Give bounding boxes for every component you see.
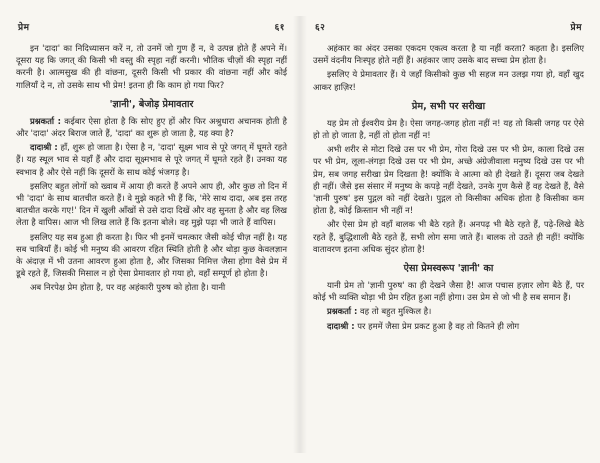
paragraph-text: अहंकार का अंदर उसका एकदम एकत्व करता है या नहीं करता? कहता है। इसलिए उसमें वंदनीय निःस्पृह होते नहीं हैं। अहंकार जाए उसके बाद सच्चा प्रेम होता है। xyxy=(313,43,584,66)
paragraph-text: और ऐसा प्रेम हो वहाँ बालक भी बैठे रहते हैं। अनपढ़ भी बैठे रहते हैं, पढ़े-लिखे बैठे रहते हैं, बुद्धिशाली बैठे रहते हैं, सभी लोग समा जाते हैं। बालक तो उठते ही नहीं! क्योंकि वातावरण इतना अधिक सुंदर होता है! xyxy=(313,219,584,254)
paragraph-text: कईबार ऐसा होता है कि सोए हुए हों और फिर अश्रुधारा अचानक होती है और 'दादा' अंदर बिराज जाते हैं, 'दादा' का शुरू हो जाता है, यह क्या है? xyxy=(16,115,287,139)
paragraph-text: अब निरपेक्ष प्रेम होता है, पर वह अहंकारी पुरुष को होता है। यानी xyxy=(30,282,226,293)
paragraph xyxy=(16,231,287,280)
paragraph-text: यह प्रेम तो ईश्वरीय प्रेम है। ऐसा जगह-जगह होता नहीं न! यह तो किसी जगह पर ऐसे हो तो हो जाता है, नहीं तो होता नहीं न! xyxy=(313,117,584,141)
speaker-label: दादाश्री : xyxy=(30,142,58,153)
paragraph xyxy=(313,68,584,92)
paragraph-text: इसलिए ये प्रेमावतार हैं। ये जहाँ किसीको कुछ भी सहज मन उलझ गया हो, वहाँ खुद आकर हाज़िर! xyxy=(313,69,584,92)
page-number-right: ६२ xyxy=(315,23,326,33)
paragraph-text: इन 'दादा' का निदिध्यासन करें न, तो उनमें जो गुण हैं न, वे उत्पन्न होते हैं अपने में। दूसरा यह कि जगत् की किसी भी वस्तु की स्पृहा नहीं करनी। भौतिक चीज़ों की स्पृहा नहीं करनी है। आत्मसुख की ही वांछना, दूसरी किसी भी प्रकार की वांछना नहीं और कोई गालियाँ दे न, तो उसके साथ भी प्रेम! इतना ही कि काम हो गया फिर? xyxy=(16,43,287,90)
speaker-label: प्रश्नकर्ता : xyxy=(30,115,61,126)
paragraph-text: इसलिए यह सब हुआ ही करता है। फिर भी इनमें चमत्कार जैसी कोई चीज़ नहीं है। यह सब चाबियाँ हैं। कोई भी मनुष्य की आवरण रहित स्थिति होती है और थोड़ा कुछ केवलज्ञान के अंदाज़ में भी उतना आवरण हुआ होता है, और जिसका निमित्त जैसा होगा वैसे प्रेम में डूबे रहते हैं, जिसकी मिसाल न हो ऐसा प्रेमावतार हो गया हो, वहाँ सम्पूर्ण हो होता है। xyxy=(16,231,287,279)
paragraph xyxy=(16,281,287,293)
section-heading: प्रेम, सभी पर सरीखा xyxy=(411,100,486,112)
section-heading: ऐसा प्रेमस्वरूप 'ज्ञानी' का xyxy=(403,263,494,275)
paragraph-text: इसलिए बहुत लोगों को ख्वाब में आया ही करते हैं अपने आप ही, और कुछ तो दिन में भी 'दादा' के साथ बातचीत करते हैं। वे मुझे कहते भी हैं कि, 'मेरे साथ दादा, अब इस तरह बातचीत करके गए!' दिन में खुली आँखों से उसे दादा दिखें और वह सुनता है और वह लिख लेता है वापिस। आज भी लिख लाते हैं कि इतना बोले। वह मुझे पढ़ा भी जाते हैं वापिस। xyxy=(16,180,287,228)
paragraph xyxy=(313,143,584,216)
page-number-left: ६१ xyxy=(274,23,285,33)
section-heading: 'ज्ञानी', बेजोड़ प्रेमावतार xyxy=(109,98,194,110)
page-header-right xyxy=(313,20,584,33)
paragraph xyxy=(313,279,584,303)
paragraph-dialogue xyxy=(313,320,584,332)
page-left xyxy=(10,16,293,453)
running-title-right: प्रेम xyxy=(570,23,582,33)
paragraph-dialogue xyxy=(16,115,287,139)
paragraph-text: यानी प्रेम तो 'ज्ञानी पुरुष' का ही देखने जैसा है! आज पचास हज़ार लोग बैठे हैं, पर कोई भी व्यक्ति थोड़ा भी प्रेम रहित हुआ नहीं होगा। उस प्रेम से जो भी है सब समान हैं। xyxy=(313,280,584,303)
paragraph xyxy=(16,42,287,91)
page-right xyxy=(307,16,590,453)
paragraph-dialogue xyxy=(16,141,287,178)
paragraph-text: अभी शरीर से मोटा दिखे उस पर भी प्रेम, गोरा दिखे उस पर भी प्रेम, काला दिखे उस पर भी प्रेम, लूला-लंगड़ा दिखे उस पर भी प्रेम, अच्छे अंग्रेजीवाला मनुष्य दिखे उस पर भी प्रेम, सब जगह सरीखा प्रेम दिखता है! क्योंकि वे आत्मा को ही देखते हैं। दूसरा जब देखते ही नहीं। जैसे इस संसार में मनुष्य के कपड़े नहीं देखते, उनके गुण कैसे हैं वह देखते हैं, वैसे 'ज्ञानी पुरुष' इस पुद्गल को नहीं देखते। पुद्गल तो किसीका अधिक होता है किसीका कम होता है, कोई क्रिस्तान भी नहीं न! xyxy=(313,144,584,216)
paragraph-text: वह तो बहुत मुश्किल है। xyxy=(357,306,432,317)
paragraph-text: हाँ, शुरू हो जाता है। ऐसा है न, 'दादा' सूक्ष्म भाव से पूरे जगत् में घूमते रहते हैं। यह स्थूल भाव से यहाँ हैं और दादा सूक्ष्मभाव से पूरे जगत् में घूमते रहते हैं। उनका यह स्वभाव है और ऐसे नहीं कि दूसरों के साथ कोई भंजगड़ है। xyxy=(16,142,287,177)
running-title-left: प्रेम xyxy=(18,23,30,33)
page-header-left xyxy=(16,20,287,33)
page-gutter-divider xyxy=(293,16,307,453)
paragraph xyxy=(16,180,287,229)
paragraph-dialogue xyxy=(313,305,584,317)
speaker-label: प्रश्नकर्ता : xyxy=(327,306,358,317)
paragraph-text: पर हममें जैसा प्रेम प्रकट हुआ है वह तो कितने ही लोग xyxy=(354,320,520,331)
paragraph xyxy=(313,218,584,255)
paragraph xyxy=(313,117,584,141)
speaker-label: दादाश्री : xyxy=(327,320,355,331)
paragraph xyxy=(313,42,584,66)
